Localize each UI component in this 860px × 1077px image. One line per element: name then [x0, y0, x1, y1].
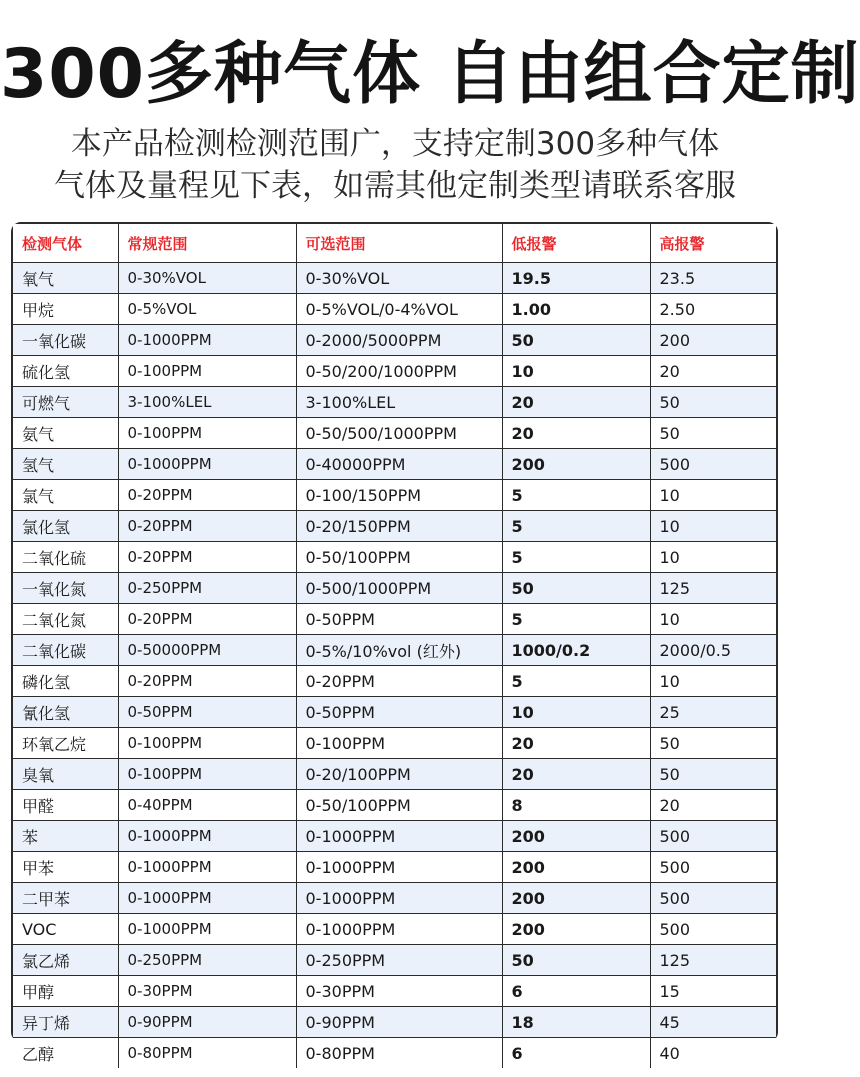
cell-low-alarm: 20 [502, 759, 650, 790]
cell-low-alarm: 1.00 [502, 294, 650, 325]
cell-low-alarm: 200 [502, 852, 650, 883]
cell-gas-name: 异丁烯 [13, 1007, 118, 1038]
cell-low-alarm: 200 [502, 821, 650, 852]
table-row [13, 852, 776, 883]
table-row [13, 759, 776, 790]
cell-standard-range: 0-50000PPM [118, 635, 296, 666]
table-row [13, 356, 776, 387]
cell-low-alarm: 8 [502, 790, 650, 821]
cell-high-alarm: 10 [650, 480, 776, 511]
table-row [13, 542, 776, 573]
header-low-alarm: 低报警 [502, 224, 650, 263]
table-row [13, 883, 776, 914]
subtitle-line-2: 气体及量程见下表，如需其他定制类型请联系客服 [54, 168, 736, 204]
cell-low-alarm: 10 [502, 356, 650, 387]
cell-gas-name: 乙醇 [13, 1038, 118, 1069]
cell-standard-range: 0-100PPM [118, 356, 296, 387]
cell-gas-name: 甲醇 [13, 976, 118, 1007]
table-row [13, 480, 776, 511]
cell-gas-name: VOC [13, 914, 118, 945]
table-header-row [13, 224, 776, 263]
cell-low-alarm: 6 [502, 1038, 650, 1069]
table-row [13, 697, 776, 728]
cell-high-alarm: 2000/0.5 [650, 635, 776, 666]
cell-gas-name: 二氧化碳 [13, 635, 118, 666]
cell-standard-range: 0-50PPM [118, 697, 296, 728]
cell-optional-range: 0-1000PPM [296, 852, 502, 883]
cell-gas-name: 二氧化硫 [13, 542, 118, 573]
cell-gas-name: 一氧化氮 [13, 573, 118, 604]
gas-range-table [11, 222, 778, 1064]
cell-high-alarm: 50 [650, 387, 776, 418]
cell-gas-name: 磷化氢 [13, 666, 118, 697]
table-row [13, 1007, 776, 1038]
cell-high-alarm: 500 [650, 852, 776, 883]
cell-high-alarm: 500 [650, 914, 776, 945]
cell-high-alarm: 500 [650, 449, 776, 480]
cell-gas-name: 氢气 [13, 449, 118, 480]
cell-high-alarm: 500 [650, 883, 776, 914]
table-row [13, 821, 776, 852]
cell-gas-name: 一氧化碳 [13, 325, 118, 356]
cell-standard-range: 0-20PPM [118, 604, 296, 635]
cell-high-alarm: 40 [650, 1038, 776, 1069]
cell-gas-name: 氯气 [13, 480, 118, 511]
cell-optional-range: 0-50/500/1000PPM [296, 418, 502, 449]
cell-optional-range: 0-100/150PPM [296, 480, 502, 511]
cell-standard-range: 0-1000PPM [118, 914, 296, 945]
cell-gas-name: 环氧乙烷 [13, 728, 118, 759]
cell-low-alarm: 5 [502, 604, 650, 635]
cell-low-alarm: 50 [502, 945, 650, 976]
cell-high-alarm: 50 [650, 728, 776, 759]
cell-standard-range: 0-1000PPM [118, 449, 296, 480]
cell-high-alarm: 2.50 [650, 294, 776, 325]
cell-optional-range: 0-90PPM [296, 1007, 502, 1038]
cell-optional-range: 0-30PPM [296, 976, 502, 1007]
table-row [13, 945, 776, 976]
cell-optional-range: 0-20/100PPM [296, 759, 502, 790]
table-row [13, 1038, 776, 1069]
table-row [13, 418, 776, 449]
table-row [13, 666, 776, 697]
table-row [13, 604, 776, 635]
cell-low-alarm: 50 [502, 325, 650, 356]
cell-low-alarm: 6 [502, 976, 650, 1007]
cell-optional-range: 0-5%/10%vol (红外) [296, 635, 502, 666]
cell-high-alarm: 50 [650, 759, 776, 790]
cell-standard-range: 0-1000PPM [118, 325, 296, 356]
cell-low-alarm: 19.5 [502, 263, 650, 294]
cell-optional-range: 0-1000PPM [296, 883, 502, 914]
table-row [13, 728, 776, 759]
cell-high-alarm: 10 [650, 542, 776, 573]
cell-high-alarm: 200 [650, 325, 776, 356]
header-standard-range: 常规范围 [118, 224, 296, 263]
cell-high-alarm: 125 [650, 945, 776, 976]
cell-gas-name: 氨气 [13, 418, 118, 449]
cell-standard-range: 0-1000PPM [118, 883, 296, 914]
cell-high-alarm: 10 [650, 511, 776, 542]
cell-low-alarm: 5 [502, 480, 650, 511]
cell-standard-range: 0-100PPM [118, 759, 296, 790]
cell-low-alarm: 20 [502, 387, 650, 418]
cell-low-alarm: 200 [502, 914, 650, 945]
cell-standard-range: 0-20PPM [118, 480, 296, 511]
cell-high-alarm: 10 [650, 666, 776, 697]
cell-high-alarm: 20 [650, 790, 776, 821]
cell-low-alarm: 10 [502, 697, 650, 728]
cell-gas-name: 二甲苯 [13, 883, 118, 914]
cell-high-alarm: 20 [650, 356, 776, 387]
cell-standard-range: 0-80PPM [118, 1038, 296, 1069]
table-row [13, 294, 776, 325]
cell-low-alarm: 20 [502, 418, 650, 449]
cell-standard-range: 0-40PPM [118, 790, 296, 821]
cell-gas-name: 臭氧 [13, 759, 118, 790]
table-row [13, 449, 776, 480]
cell-optional-range: 0-1000PPM [296, 914, 502, 945]
cell-low-alarm: 200 [502, 449, 650, 480]
header-gas: 检测气体 [13, 224, 118, 263]
cell-optional-range: 0-20/150PPM [296, 511, 502, 542]
cell-optional-range: 0-2000/5000PPM [296, 325, 502, 356]
table-row [13, 914, 776, 945]
cell-gas-name: 氰化氢 [13, 697, 118, 728]
cell-high-alarm: 125 [650, 573, 776, 604]
cell-low-alarm: 1000/0.2 [502, 635, 650, 666]
cell-optional-range: 0-5%VOL/0-4%VOL [296, 294, 502, 325]
cell-standard-range: 0-20PPM [118, 511, 296, 542]
cell-low-alarm: 200 [502, 883, 650, 914]
table-row [13, 976, 776, 1007]
cell-optional-range: 3-100%LEL [296, 387, 502, 418]
cell-optional-range: 0-50/200/1000PPM [296, 356, 502, 387]
cell-gas-name: 苯 [13, 821, 118, 852]
cell-optional-range: 0-500/1000PPM [296, 573, 502, 604]
cell-gas-name: 甲烷 [13, 294, 118, 325]
cell-high-alarm: 50 [650, 418, 776, 449]
cell-standard-range: 0-250PPM [118, 573, 296, 604]
cell-standard-range: 0-5%VOL [118, 294, 296, 325]
cell-low-alarm: 20 [502, 728, 650, 759]
cell-low-alarm: 5 [502, 511, 650, 542]
cell-optional-range: 0-40000PPM [296, 449, 502, 480]
headline: 300多种气体 自由组合定制 [0, 35, 860, 114]
cell-optional-range: 0-100PPM [296, 728, 502, 759]
cell-gas-name: 可燃气 [13, 387, 118, 418]
cell-gas-name: 硫化氢 [13, 356, 118, 387]
cell-optional-range: 0-80PPM [296, 1038, 502, 1069]
cell-standard-range: 0-100PPM [118, 418, 296, 449]
cell-standard-range: 0-100PPM [118, 728, 296, 759]
cell-optional-range: 0-50PPM [296, 604, 502, 635]
cell-high-alarm: 10 [650, 604, 776, 635]
cell-low-alarm: 5 [502, 666, 650, 697]
cell-standard-range: 0-30%VOL [118, 263, 296, 294]
cell-low-alarm: 5 [502, 542, 650, 573]
cell-gas-name: 二氧化氮 [13, 604, 118, 635]
cell-standard-range: 0-250PPM [118, 945, 296, 976]
table-row [13, 511, 776, 542]
table-row [13, 573, 776, 604]
cell-gas-name: 氯乙烯 [13, 945, 118, 976]
header-high-alarm: 高报警 [650, 224, 776, 263]
cell-standard-range: 3-100%LEL [118, 387, 296, 418]
cell-low-alarm: 50 [502, 573, 650, 604]
cell-optional-range: 0-20PPM [296, 666, 502, 697]
cell-optional-range: 0-1000PPM [296, 821, 502, 852]
table-row [13, 635, 776, 666]
cell-high-alarm: 45 [650, 1007, 776, 1038]
subtitle-line-1: 本产品检测检测范围广，支持定制300多种气体 [70, 126, 720, 162]
table-row [13, 790, 776, 821]
cell-gas-name: 甲苯 [13, 852, 118, 883]
cell-high-alarm: 500 [650, 821, 776, 852]
table-row [13, 263, 776, 294]
cell-optional-range: 0-50PPM [296, 697, 502, 728]
cell-low-alarm: 18 [502, 1007, 650, 1038]
cell-gas-name: 甲醛 [13, 790, 118, 821]
cell-optional-range: 0-50/100PPM [296, 542, 502, 573]
cell-gas-name: 氧气 [13, 263, 118, 294]
cell-standard-range: 0-20PPM [118, 666, 296, 697]
cell-standard-range: 0-20PPM [118, 542, 296, 573]
cell-standard-range: 0-90PPM [118, 1007, 296, 1038]
cell-high-alarm: 15 [650, 976, 776, 1007]
table-row [13, 387, 776, 418]
cell-gas-name: 氯化氢 [13, 511, 118, 542]
cell-standard-range: 0-30PPM [118, 976, 296, 1007]
cell-optional-range: 0-250PPM [296, 945, 502, 976]
cell-optional-range: 0-30%VOL [296, 263, 502, 294]
cell-standard-range: 0-1000PPM [118, 852, 296, 883]
header-optional-range: 可选范围 [296, 224, 502, 263]
cell-high-alarm: 23.5 [650, 263, 776, 294]
cell-standard-range: 0-1000PPM [118, 821, 296, 852]
cell-high-alarm: 25 [650, 697, 776, 728]
table-row [13, 325, 776, 356]
cell-optional-range: 0-50/100PPM [296, 790, 502, 821]
